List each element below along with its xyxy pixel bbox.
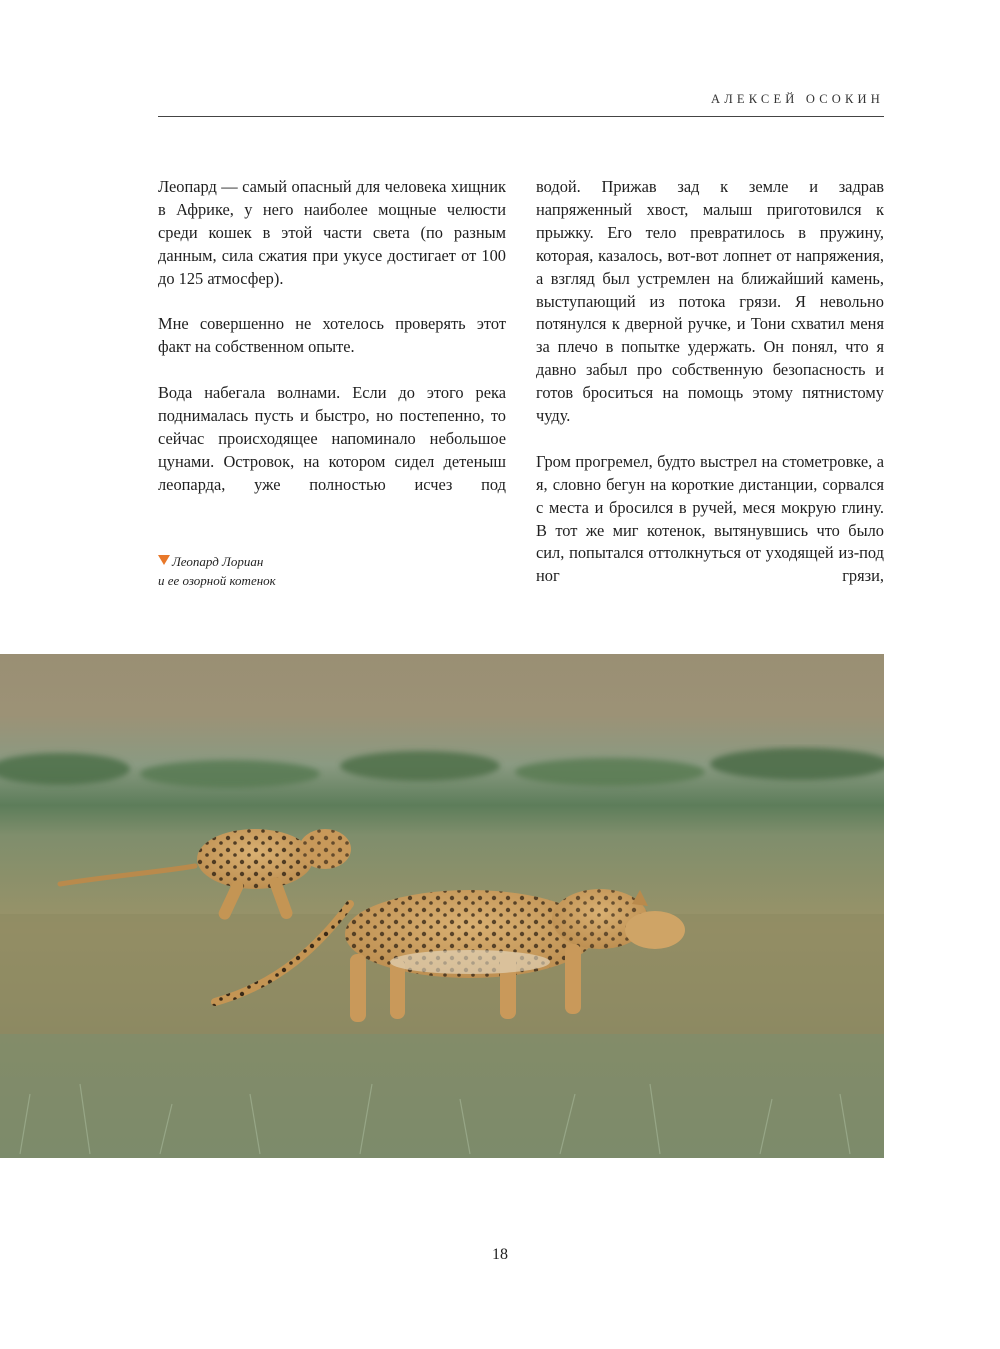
paragraph: Вода набегала волнами. Если до этого река поднималась пусть и быстро, но постепенно, то сейчас происходящее напоминало небольшое цунами. Островок, на котором сидел детеныш леопарда, уже полностью исчез под	[158, 383, 506, 494]
caption-marker-icon	[158, 555, 170, 565]
header-rule	[158, 116, 884, 117]
photo-caption	[158, 552, 276, 590]
page-number: 18	[492, 1246, 508, 1263]
caption-line-2: и ее озорной котенок	[158, 573, 276, 588]
paragraph: водой. Прижав зад к земле и задрав напряженный хвост, малыш приготовился к прыжку. Его тело превратилось в пружину, которая, казалось, вот-вот лопнет от напряжения, а взгляд был устремлен на ближайший камень, выступающий из потока грязи. Я невольно потянулся к дверной ручке, и Тони схватил меня за плечо в попытке удержать. Он понял, что я давно забыл про собственную безопасность и готов броситься на помощь этому пятнистому чуду.	[536, 177, 884, 426]
paragraph: Леопард — самый опасный для человека хищник в Африке, у него наиболее мощные челюсти среди кошек в этой части света (по разным данным, сила сжатия при укусе достигает от 100 до 125 атмосфер).	[158, 177, 506, 288]
right-text-column	[536, 176, 884, 588]
left-text-column	[158, 176, 506, 497]
paragraph: Мне совершенно не хотелось проверять этот факт на собственном опыте.	[158, 314, 506, 357]
leopard-photo	[0, 654, 884, 1158]
running-header: АЛЕКСЕЙ ОСОКИН	[710, 92, 884, 106]
caption-line-1: Леопард Лориан	[172, 554, 264, 569]
paragraph: Гром прогремел, будто выстрел на стометровке, а я, словно бегун на короткие дистанции, сорвался с места и бросился в ручей, меся мокрую глину. В тот же миг котенок, вытянувшись что было сил, попытался оттолкнуться от уходящей из-под ног грязи,	[536, 451, 884, 586]
